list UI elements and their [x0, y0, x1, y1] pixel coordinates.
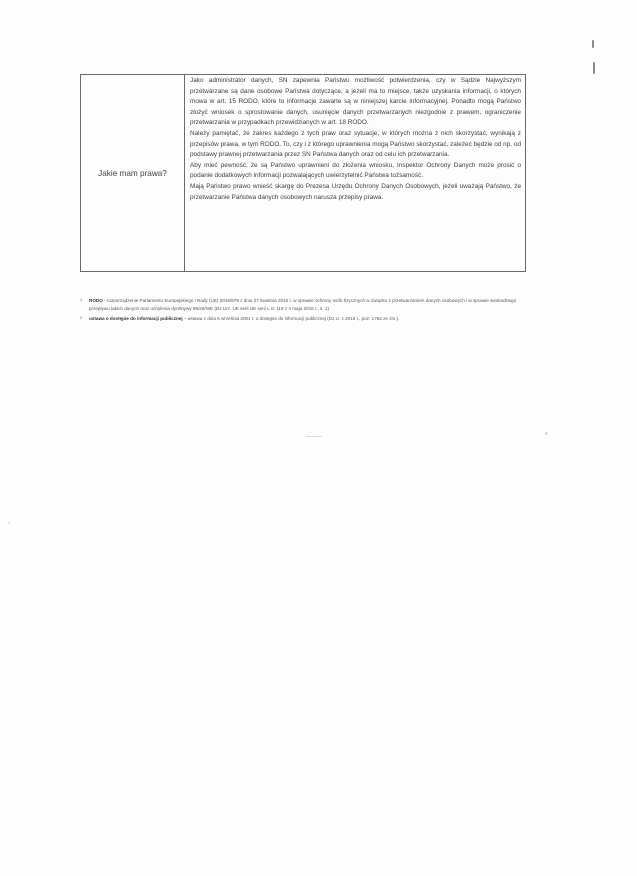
footnote-body	[89, 315, 532, 323]
footnote-1	[80, 297, 532, 313]
scan-artifact	[306, 436, 322, 437]
scan-artifact	[593, 62, 595, 74]
rights-paragraph-scope: Należy pamiętać, że zakres każdego z tych praw oraz sytuacje, w których można z nich skorzystać, wynikają z przepisów prawa, w tym RODO. To, czy i z którego uprawnienia mogą Państwo skorzystać, zależeć będzie od np. od podstawy prawnej przetwarzania przez SN Państwa danych oraz od celu ich przetwarzania.	[190, 129, 521, 159]
rights-row-label-text: Jakie mam prawa?	[98, 168, 167, 178]
footnotes	[80, 297, 532, 326]
footnote-term: RODO	[89, 298, 103, 303]
rights-paragraph-admin: Jako administrator danych, SN zapewnia Państwu możliwość potwierdzenia, czy w Sądzie Najwyższym przetwarzane są dane osobowe Państwa dotyczące, a jeżeli ma to miejsce, także uzyskania informacji, o których mowa w art. 15 RODO, które to informacje zawarte są w niniejszej karcie informacyjnej. Ponadto mogą Państwo złożyć wniosek o sprostowanie danych, usunięcie danych przetwarzanych niezgodnie z prawem, ograniczenie przetwarzania w przypadkach przewidzianych w art. 18 RODO.	[190, 77, 521, 127]
footnote-body	[89, 297, 532, 313]
footnote-term: ustawa o dostępie do informacji publicznej	[89, 316, 183, 322]
rights-paragraph-identity: Aby mieć pewność, że są Państwo uprawnieni do złożenia wniosku, Inspektor Ochrony Danych może prosić o podanie dodatkowych informacji pozwalających uwierzytelnić Państwa tożsamość.	[190, 161, 521, 180]
rights-paragraph-complaint: Mają Państwo prawo wnieść skargę do Prezesa Urzędu Ochrony Danych Osobowych, jeżeli uważają Państwo, że przetwarzanie Państwa danych osobowych narusza przepisy prawa.	[190, 182, 521, 201]
footnote-2	[80, 315, 532, 323]
rights-table	[80, 74, 526, 272]
footnote-text: - rozporządzenie Parlamentu Europejskiego i Rady (UE) 2016/679 z dnia 27 kwietnia 2016 r. w sprawie ochrony osób fizycznych w związku z przetwarzaniem danych osobowych i w sprawie swobodnego przepływu takich danych oraz uchylenia dyrektywy 95/46/WE (Dz.Urz. UE serii UE serii L nr 119 z 4 maja 2016 r., s. 1)	[89, 298, 517, 312]
footnote-text: – ustawa z dnia 6 września 2001 r. o dostępie do informacji publicznej (Dz.U. z 2016 r., poz. 1764 ze zm.).	[182, 316, 400, 322]
scan-artifact	[8, 522, 10, 524]
footnote-number: 1	[80, 298, 83, 302]
rights-row-label	[81, 75, 185, 271]
scan-artifact	[592, 40, 594, 48]
footnote-number: 2	[80, 316, 83, 321]
scan-artifact	[545, 432, 548, 435]
rights-content-cell	[185, 75, 525, 271]
